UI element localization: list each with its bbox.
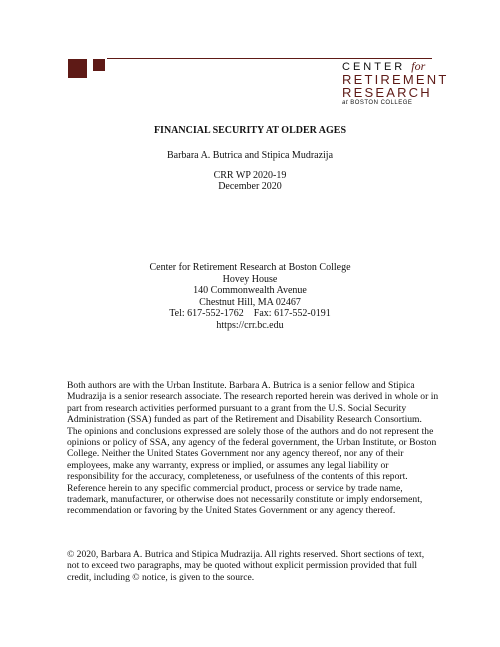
paper-authors: Barbara A. Butrica and Stipica Mudrazija [166,150,334,161]
disclaimer-line: Mudrazija is a senior research associate. The research reported herein was derived in whole or in [67,391,439,403]
disclaimer-line: Administration (SSA) funded as part of the Retirement and Disability Research Consortium. [67,414,422,426]
logo-for-text: for [411,59,426,73]
org-address [0,262,500,332]
disclaimer-paragraph [67,380,447,517]
address-url[interactable]: https://crr.bc.edu [216,319,284,331]
paper-title: FINANCIAL SECURITY AT OLDER AGES [153,125,347,136]
logo-boston-college-text: BOSTON COLLEGE [350,100,413,106]
disclaimer-line: recommendation or favoring by the United States Government or any agency thereof. [67,505,396,517]
logo-at-text: at [342,100,349,106]
disclaimer-line: College. Neither the United States Government nor any agency thereof, nor any of their [67,448,404,460]
disclaimer-line: opinions or policy of SSA, any agency of the federal government, the Urban Institute, or Boston [67,437,437,449]
address-city: Chestnut Hill, MA 02467 [199,296,301,308]
logo-square-small [93,59,105,71]
logo-retirement-text: RETIREMENT [342,72,449,87]
address-street: 140 Commonwealth Avenue [193,285,307,297]
address-org: Center for Retirement Research at Boston College [149,262,351,273]
disclaimer-line: The opinions and conclusions expressed are solely those of the authors and do not represent the [67,425,434,437]
address-phone: Tel: 617-552-1762 Fax: 617-552-0191 [169,308,331,320]
disclaimer-line: Both authors are with the Urban Institute. Barbara A. Butrica is a senior fellow and Stipica [67,380,415,391]
working-paper-number: CRR WP 2020-19 [213,170,287,181]
disclaimer-line: part from research activities performed pursuant to a grant from the U.S. Social Security [67,402,407,414]
disclaimer-line: employees, make any warranty, express or implied, or assumes any legal liability or [67,459,389,471]
copyright-paragraph [67,549,447,583]
logo-research-text: RESEARCH [342,85,432,100]
logo-square-large [68,59,87,78]
header-rule [107,58,432,59]
logo-center-text: CENTER [342,61,406,73]
paper-date: December 2020 [218,181,282,192]
disclaimer-line: trademark, manufacturer, or otherwise does not necessarily constitute or imply endorsement, [67,494,423,506]
copyright-line: credit, including © notice, is given to the source. [67,571,255,583]
crr-logo [342,59,449,107]
copyright-line: © 2020, Barbara A. Butrica and Stipica Mudrazija. All rights reserved. Short sections of text, [67,549,425,560]
address-building: Hovey House [222,273,278,285]
disclaimer-line: responsibility for the accuracy, completeness, or usefulness of the contents of this report. [67,471,408,483]
disclaimer-line: Reference herein to any specific commercial product, process or service by trade name, [67,482,403,494]
copyright-line: not to exceed two paragraphs, may be quoted without explicit permission provided that full [67,560,418,572]
